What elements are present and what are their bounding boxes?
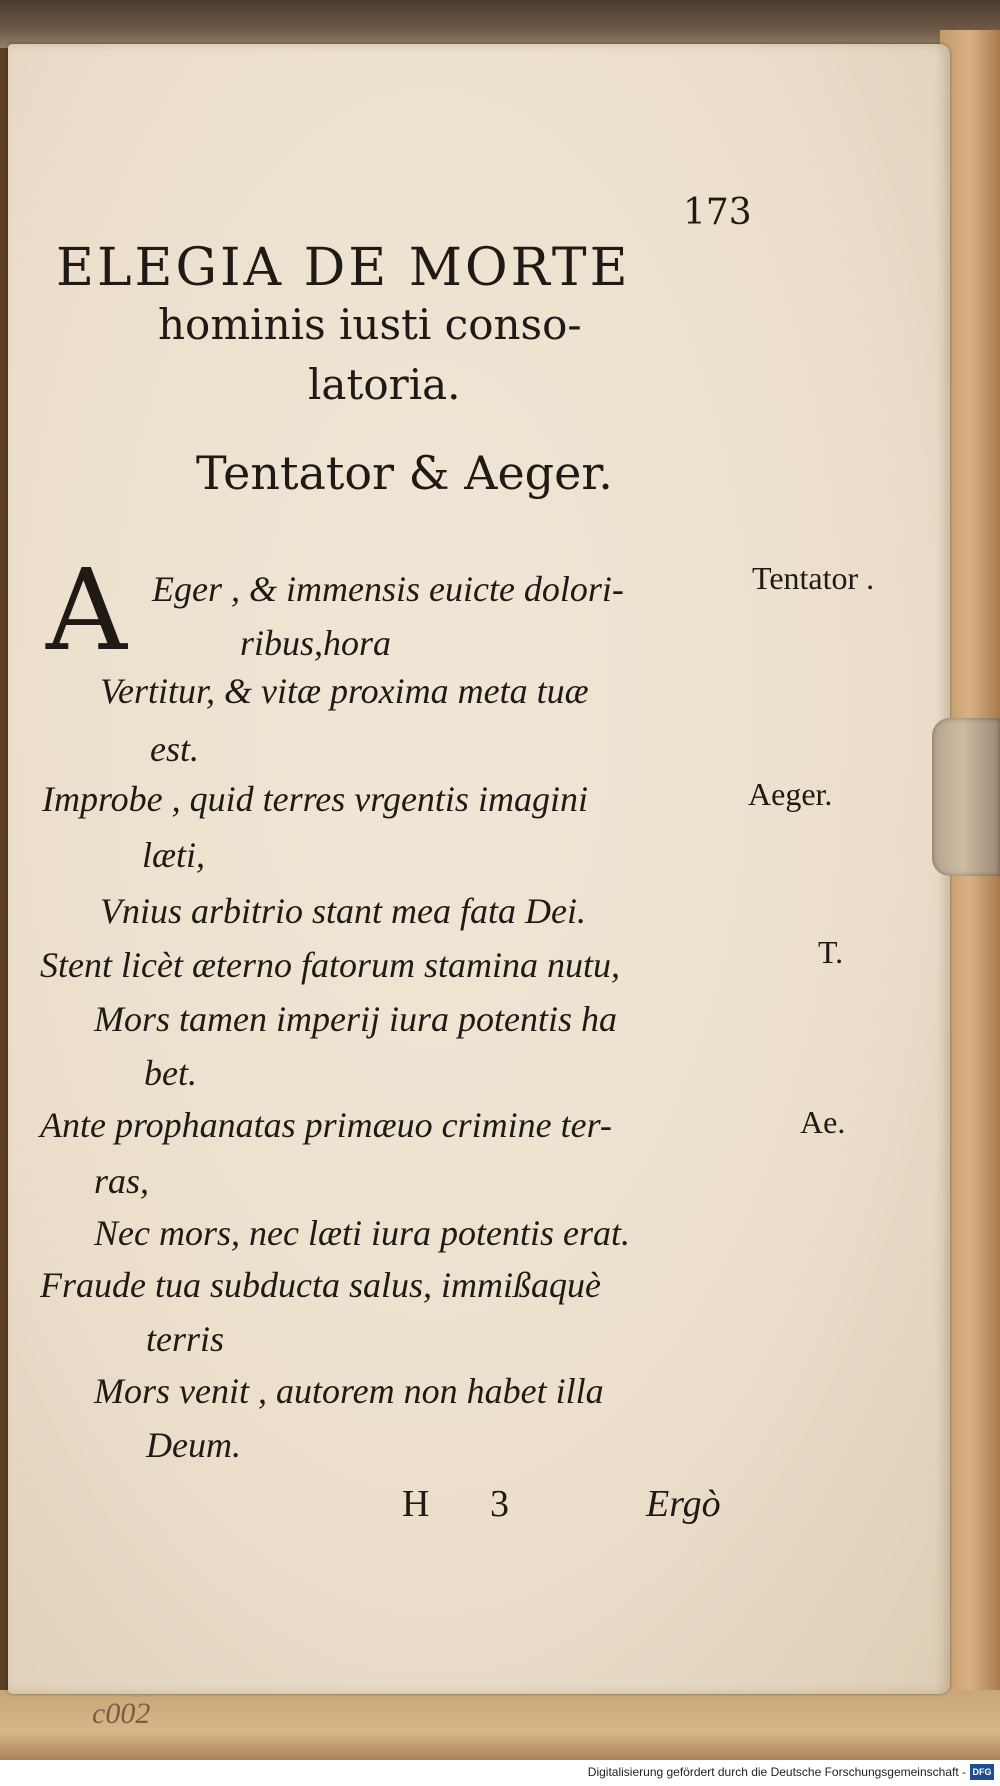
verse-line: Ante prophanatas primæuo crimine ter-: [40, 1105, 612, 1145]
catchword: Ergò: [646, 1483, 721, 1525]
verse-line: Mors venit , autorem non habet illa: [94, 1371, 604, 1411]
verse-line: Mors tamen imperij iura potentis ha: [94, 999, 617, 1039]
verse-line: Vertitur, & vitæ proxima meta tuæ: [100, 671, 589, 711]
verse-line: Nec mors, nec læti iura potentis erat.: [94, 1213, 630, 1253]
verse-line: Improbe , quid terres vrgentis imagini: [42, 779, 588, 819]
heading-subtitle-line-2: latoria.: [308, 360, 461, 409]
speaker-label-ae: Ae.: [800, 1104, 846, 1140]
heading-title: ELEGIA DE MORTE: [56, 238, 631, 298]
verse-line: læti,: [142, 835, 206, 875]
verse-line: ras,: [94, 1161, 150, 1201]
verse-line: Eger , & immensis euicte dolori-: [152, 569, 624, 609]
verse-line: Deum.: [146, 1425, 241, 1465]
heading-speakers: Tentator & Aeger.: [196, 446, 613, 500]
speaker-label-tentator: Tentator .: [752, 560, 875, 596]
book-top-edge: [0, 0, 1000, 48]
heading-subtitle-line-1: hominis iusti conso-: [158, 300, 582, 349]
verse-line: terris: [146, 1319, 225, 1359]
verse-line: Fraude tua subducta salus, immißaquè: [40, 1265, 601, 1305]
verse-line: ribus,hora: [240, 623, 392, 663]
dropcap-letter: A: [46, 546, 127, 676]
credit-text: Digitalisierung gefördert durch die Deutsche Forschungsgemeinschaft -: [587, 1765, 966, 1779]
verse-line: bet.: [144, 1053, 197, 1093]
page-number: 173: [683, 192, 752, 233]
signature-mark: H: [402, 1483, 430, 1525]
handwritten-note: c002: [92, 1697, 151, 1730]
verse-line: est.: [150, 729, 199, 769]
speaker-label-aeger: Aeger.: [748, 776, 833, 812]
signature-number: 3: [490, 1483, 509, 1525]
speaker-label-t: T.: [818, 934, 844, 970]
verse-line: Vnius arbitrio stant mea fata Dei.: [100, 891, 586, 931]
book-clasp: [932, 718, 1000, 876]
verse-line: Stent licèt æterno fatorum stamina nutu,: [40, 945, 620, 985]
dfg-logo-icon: DFG: [970, 1764, 994, 1780]
